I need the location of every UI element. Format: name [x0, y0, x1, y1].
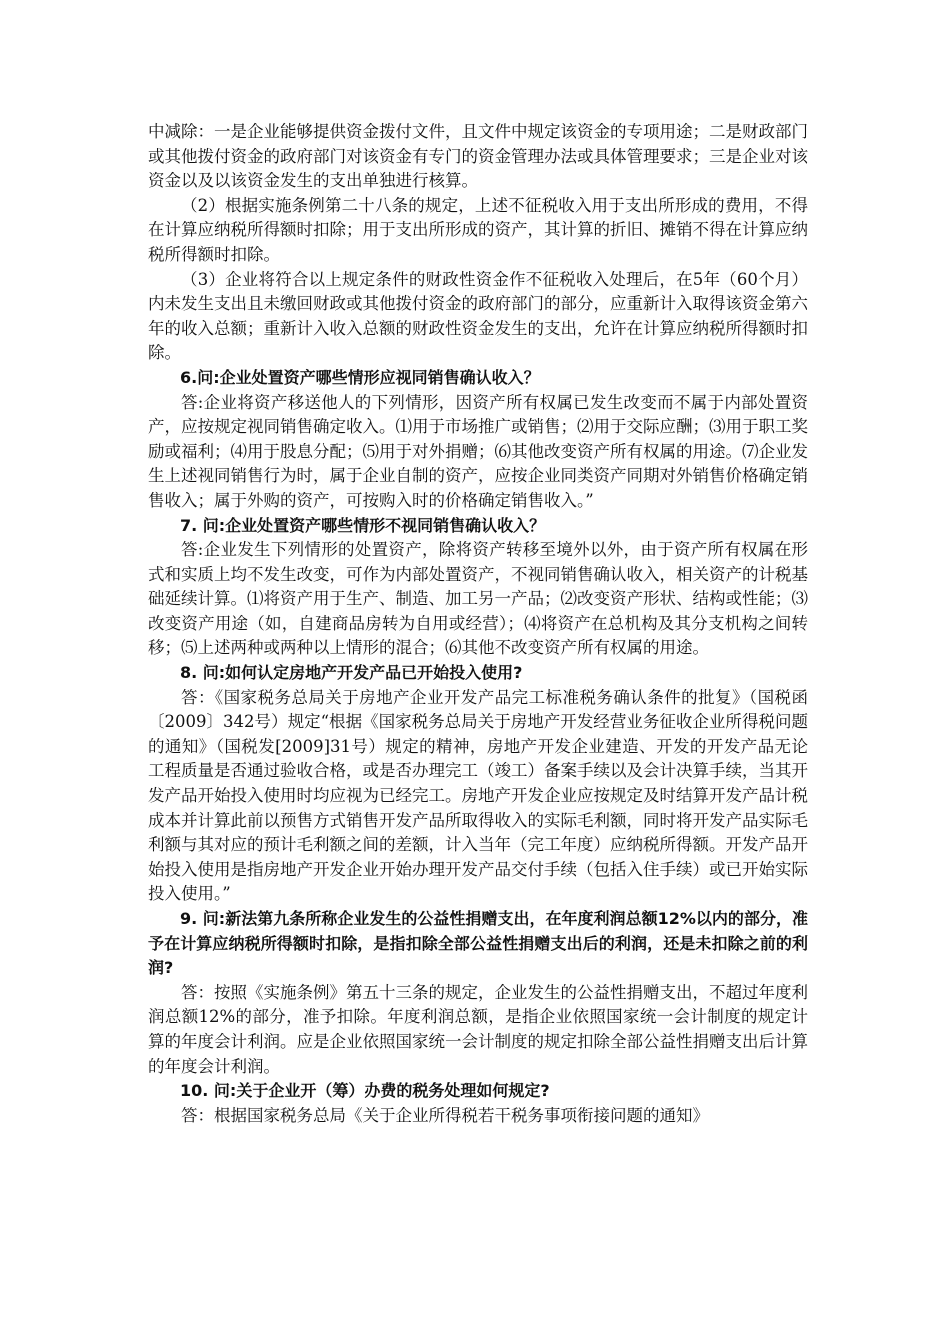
answer-paragraph: 答：《国家税务总局关于房地产企业开发产品完工标准税务确认条件的批复》（国税函〔2009〕342号）规定“根据《国家税务总局关于房地产开发经营业务征收企业所得税问题的通知》（国税发[2009]31号）规定的精神，房地产开发企业建造、开发的开发产品无论工程质量是否通过验收合格，或是否办理完工（竣工）备案手续以及会计决算手续，当其开发产品开始投入使用时均应视为已经完工。房地产开发企业应按规定及时结算开发产品计税成本并计算此前以预售方式销售开发产品所取得收入的实际毛利额，同时将开发产品实际毛利额与其对应的预计毛利额之间的差额，计入当年（完工年度）应纳税所得额。开发产品开始投入使用是指房地产开发企业开始办理开发产品交付手续（包括入住手续）或已开始实际投入使用。” — [148, 687, 808, 904]
answer-paragraph: 答：按照《实施条例》第五十三条的规定，企业发生的公益性捐赠支出，不超过年度利润总额12%的部分，准予扣除。年度利润总额，是指企业依照国家统一会计制度的规定计算的年度会计利润。应是企业依照国家统一会计制度的规定扣除全部公益性捐赠支出后计算的年度会计利润。 — [148, 982, 808, 1076]
paragraph: 中减除：一是企业能够提供资金拨付文件，且文件中规定该资金的专项用途；二是财政部门或其他拨付资金的政府部门对该资金有专门的资金管理办法或具体管理要求；三是企业对该资金以及以该资金发生的支出单独进行核算。 — [148, 122, 808, 191]
question-heading: 6.问:企业处置资产哪些情形应视同销售确认收入？ — [180, 367, 540, 387]
paragraph: （2）根据实施条例第二十八条的规定，上述不征税收入用于支出所形成的费用，不得在计算应纳税所得额时扣除；用于支出所形成的资产，其计算的折旧、摊销不得在计算应纳税所得额时扣除。 — [148, 195, 808, 264]
document-page — [148, 120, 808, 1128]
question-heading: 9. 问:新法第九条所称企业发生的公益性捐赠支出，在年度利润总额12%以内的部分，准予在计算应纳税所得额时扣除，是指扣除全部公益性捐赠支出后的利润，还是未扣除之前的利润? — [148, 909, 808, 978]
question-heading: 7. 问:企业处置资产哪些情形不视同销售确认收入？ — [180, 515, 546, 535]
answer-paragraph: 答:企业将资产移送他人的下列情形，因资产所有权属已发生改变而不属于内部处置资产，应按规定视同销售确定收入。⑴用于市场推广或销售；⑵用于交际应酬；⑶用于职工奖励或福利；⑷用于股息分配；⑸用于对外捐赠；⑹其他改变资产所有权属的用途。⑺企业发生上述视同销售行为时，属于企业自制的资产，应按企业同类资产同期对外销售价格确定销售收入；属于外购的资产，可按购入时的价格确定销售收入。” — [148, 392, 808, 510]
paragraph: （3）企业将符合以上规定条件的财政性资金作不征税收入处理后，在5年（60个月）内未发生支出且未缴回财政或其他拨付资金的政府部门的部分，应重新计入取得该资金第六年的收入总额；重新计入收入总额的财政性资金发生的支出，允许在计算应纳税所得额时扣除。 — [148, 269, 808, 363]
answer-paragraph: 答:企业发生下列情形的处置资产，除将资产转移至境外以外，由于资产所有权属在形式和实质上均不发生改变，可作为内部处置资产，不视同销售确认收入，相关资产的计税基础延续计算。⑴将资产用于生产、制造、加工另一产品；⑵改变资产形状、结构或性能；⑶改变资产用途（如，自建商品房转为自用或经营）；⑷将资产在总机构及其分支机构之间转移；⑸上述两种或两种以上情形的混合；⑹其他不改变资产所有权属的用途。 — [148, 540, 808, 658]
question-heading: 10. 问:关于企业开（筹）办费的税务处理如何规定? — [180, 1081, 550, 1101]
question-heading: 8. 问:如何认定房地产开发产品已开始投入使用? — [180, 663, 523, 683]
answer-paragraph: 答：根据国家税务总局《关于企业所得税若干税务事项衔接问题的通知》 — [181, 1105, 709, 1125]
